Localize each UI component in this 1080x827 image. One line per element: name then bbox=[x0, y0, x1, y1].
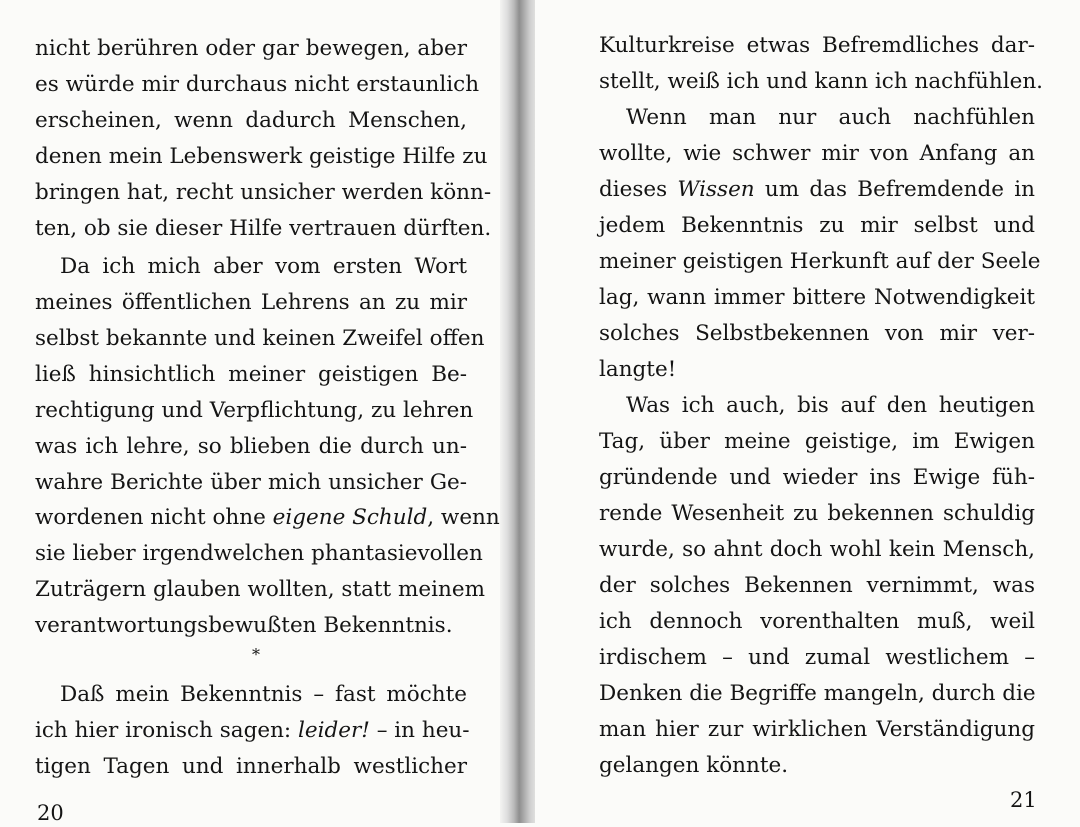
line-text: , wenn bbox=[427, 505, 500, 530]
text-line: gründende und wieder ins Ewige füh- bbox=[599, 465, 1035, 490]
paragraph-first-line: Was ich auch, bis auf den heutigen bbox=[626, 393, 1035, 418]
text-line: Zuträgern glauben wollten, statt meinem bbox=[35, 577, 485, 602]
paragraph-last-line: gelangen könnte. bbox=[599, 753, 789, 778]
text-line: rende Wesenheit zu bekennen schuldig bbox=[599, 501, 1035, 526]
text-line: was ich lehre, so blieben die durch un- bbox=[35, 434, 467, 459]
paragraph-last-line: stellt, weiß ich und kann ich nachfühlen. bbox=[599, 69, 1044, 94]
text-line: Tag, über meine geistige, im Ewigen bbox=[599, 429, 1035, 454]
text-line: jedem Bekenntnis zu mir selbst und bbox=[599, 213, 1035, 238]
text-line: solches Selbstbekennen von mir ver- bbox=[599, 321, 1035, 346]
line-text: um das Befremdende in bbox=[754, 177, 1035, 202]
text-line: sie lieber irgendwelchen phantasievollen bbox=[35, 541, 483, 566]
text-line: wurde, so ahnt doch wohl kein Mensch, bbox=[599, 537, 1035, 562]
line-text: – in heu- bbox=[369, 718, 470, 743]
text-line: Denken die Begriffe mangeln, durch die bbox=[599, 681, 1036, 706]
text-line: meines öffentlichen Lehrens an zu mir bbox=[35, 290, 467, 315]
book-gutter bbox=[500, 0, 540, 823]
emphasized-text: eigene Schuld bbox=[272, 505, 428, 530]
line-text: dieses bbox=[599, 177, 678, 202]
emphasized-text: leider! bbox=[298, 718, 370, 743]
text-line: es würde mir durchaus nicht erstaunlich bbox=[35, 72, 480, 97]
text-line: wollte, wie schwer mir von Anfang an bbox=[599, 141, 1035, 166]
page-number: 21 bbox=[1010, 788, 1037, 812]
text-line: wahre Berichte über mich unsicher Ge- bbox=[35, 470, 467, 495]
text-line: der solches Bekennen vernimmt, was bbox=[599, 573, 1035, 598]
paragraph-last-line: verantwortungsbewußten Bekenntnis. bbox=[35, 613, 453, 638]
text-line: selbst bekannte und keinen Zweifel offen bbox=[35, 326, 485, 351]
page-number: 20 bbox=[37, 801, 64, 825]
line-text: wordenen nicht ohne bbox=[35, 505, 273, 530]
right-page bbox=[535, 0, 1080, 823]
text-line: irdischem – und zumal westlichem – bbox=[599, 645, 1035, 670]
text-line: ten, ob sie dieser Hilfe vertrauen dürften. bbox=[35, 216, 492, 241]
text-line bbox=[599, 172, 1035, 208]
text-line bbox=[35, 713, 470, 749]
left-page bbox=[0, 0, 505, 823]
text-line: meiner geistigen Herkunft auf der Seele bbox=[599, 249, 1041, 274]
paragraph-first-line: Wenn man nur auch nachfühlen bbox=[626, 105, 1035, 130]
text-line bbox=[35, 500, 500, 536]
text-line: bringen hat, recht unsicher werden könn- bbox=[35, 180, 492, 205]
text-line: ließ hinsichtlich meiner geistigen Be- bbox=[35, 362, 467, 387]
paragraph-first-line: Daß mein Bekenntnis – fast möchte bbox=[60, 682, 467, 707]
text-line: lag, wann immer bittere Notwendigkeit bbox=[599, 285, 1035, 310]
text-line: ich dennoch vorenthalten muß, weil bbox=[599, 609, 1035, 634]
text-line: Kulturkreise etwas Befremdliches dar- bbox=[599, 33, 1035, 58]
emphasized-text: Wissen bbox=[677, 177, 755, 202]
line-text: ich hier ironisch sagen: bbox=[35, 718, 298, 743]
text-line: man hier zur wirklichen Verständigung bbox=[599, 717, 1035, 742]
text-line: erscheinen, wenn dadurch Menschen, bbox=[35, 108, 467, 133]
text-line: nicht berühren oder gar bewegen, aber bbox=[35, 36, 467, 61]
text-line: denen mein Lebenswerk geistige Hilfe zu bbox=[35, 144, 488, 169]
paragraph-last-line: langte! bbox=[599, 357, 677, 382]
text-line: rechtigung und Verpflichtung, zu lehren bbox=[35, 398, 474, 423]
paragraph-first-line: Da ich mich aber vom ersten Wort bbox=[60, 254, 467, 279]
section-separator: * bbox=[252, 645, 260, 664]
text-line: tigen Tagen und innerhalb westlicher bbox=[35, 754, 467, 779]
